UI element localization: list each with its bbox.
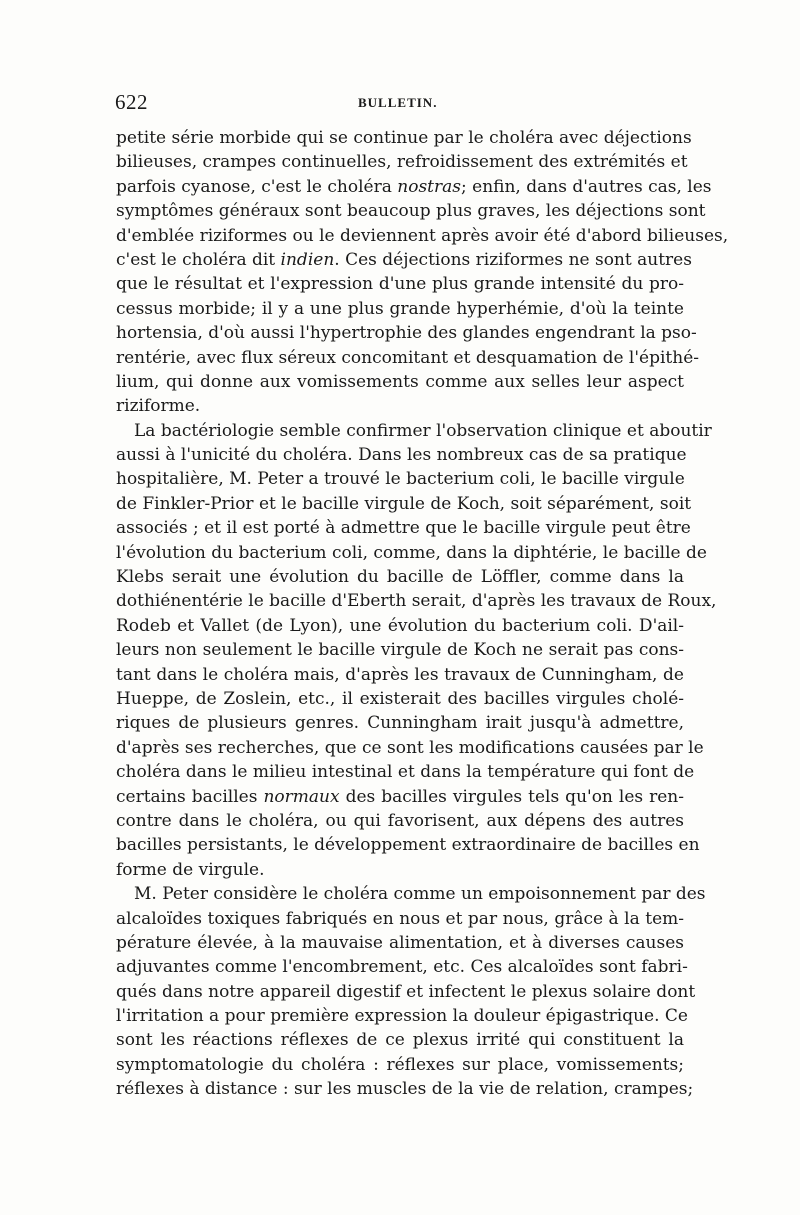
text-line: petite série morbide qui se continue par le choléra avec déjections <box>116 128 692 148</box>
text-line: l'irritation a pour première expression la douleur épigastrique. Ce <box>116 1006 688 1027</box>
text-line: hospitalière, M. Peter a trouvé le bacterium coli, le bacille virgule <box>116 469 685 490</box>
paragraph-start-line: M. Peter considère le choléra comme un empoisonnement par des <box>134 884 706 905</box>
text-line: Klebs serait une évolution du bacille de Löffler, comme dans la <box>116 567 684 588</box>
text-line: c'est le choléra dit indien. Ces déjections riziformes ne sont autres <box>116 249 692 270</box>
text-line: sont les réactions réflexes de ce plexus irrité qui constituent la <box>116 1030 684 1051</box>
text-line: riques de plusieurs genres. Cunningham irait jusqu'à admettre, <box>116 713 684 734</box>
text-line: rentérie, avec flux séreux concomitant et desquamation de l'épithé- <box>116 347 700 368</box>
text-line: d'après ses recherches, que ce sont les modifications causées par le <box>116 737 704 758</box>
text-line: choléra dans le milieu intestinal et dans la température qui font de <box>116 762 695 783</box>
text-line: lium, qui donne aux vomissements comme aux selles leur aspect <box>116 371 684 392</box>
text-line: hortensia, d'où aussi l'hypertrophie des glandes engendrant la pso- <box>116 323 697 344</box>
paragraph-end-line: riziforme. <box>116 396 201 417</box>
text-line: bacilles persistants, le développement extraordinaire de bacilles en <box>116 835 700 856</box>
text-line: d'emblée riziformes ou le deviennent après avoir été d'abord bilieuses, <box>116 225 729 246</box>
text-line: bilieuses, crampes continuelles, refroidissement des extrémités et <box>116 152 688 173</box>
text-line: l'évolution du bacterium coli, comme, dans la diphtérie, le bacille de <box>116 542 707 563</box>
text-line: Hueppe, de Zoslein, etc., il existerait des bacilles virgules cholé- <box>116 688 684 709</box>
text-line: leurs non seulement le bacille virgule de Koch ne serait pas cons- <box>116 640 684 661</box>
page-number: 622 <box>115 90 148 114</box>
running-head <box>115 88 700 118</box>
paragraph-end-line: forme de virgule. <box>116 859 265 880</box>
text-line: associés ; et il est porté à admettre que le bacille virgule peut être <box>116 518 691 539</box>
text-line: symptomatologie du choléra : réflexes sur place, vomissements; <box>116 1054 684 1075</box>
text-line: que le résultat et l'expression d'une plus grande intensité du pro- <box>116 274 684 295</box>
text-line: aussi à l'unicité du choléra. Dans les nombreux cas de sa pratique <box>116 445 687 466</box>
text-line: Rodeb et Vallet (de Lyon), une évolution du bacterium coli. D'ail- <box>116 615 684 636</box>
text-line: tant dans le choléra mais, d'après les travaux de Cunningham, de <box>116 664 684 685</box>
text-line: certains bacilles normaux des bacilles virgules tels qu'on les ren- <box>116 786 684 807</box>
text-line: symptômes généraux sont beaucoup plus graves, les déjections sont <box>116 201 706 222</box>
body-text <box>116 126 729 1102</box>
text-line: adjuvantes comme l'encombrement, etc. Ces alcaloïdes sont fabri- <box>116 957 688 978</box>
text-line: dothiénentérie le bacille d'Eberth serait, d'après les travaux de Roux, <box>116 591 717 612</box>
text-line: parfois cyanose, c'est le choléra nostras; enfin, dans d'autres cas, les <box>116 176 712 197</box>
text-line: contre dans le choléra, ou qui favorisent, aux dépens des autres <box>116 810 684 831</box>
text-line: qués dans notre appareil digestif et infectent le plexus solaire dont <box>116 981 696 1002</box>
paragraph-start-line: La bactériologie semble confirmer l'observation clinique et aboutir <box>134 420 712 441</box>
text-line: alcaloïdes toxiques fabriqués en nous et par nous, grâce à la tem- <box>116 908 684 929</box>
text-line: réflexes à distance : sur les muscles de la vie de relation, crampes; <box>116 1079 694 1100</box>
text-line: de Finkler-Prior et le bacille virgule de Koch, soit séparément, soit <box>116 493 692 514</box>
text-line: pérature élevée, à la mauvaise alimentation, et à diverses causes <box>116 932 684 953</box>
text-line: cessus morbide; il y a une plus grande hyperhémie, d'où la teinte <box>116 298 684 319</box>
journal-title: BULLETIN. <box>358 95 438 110</box>
